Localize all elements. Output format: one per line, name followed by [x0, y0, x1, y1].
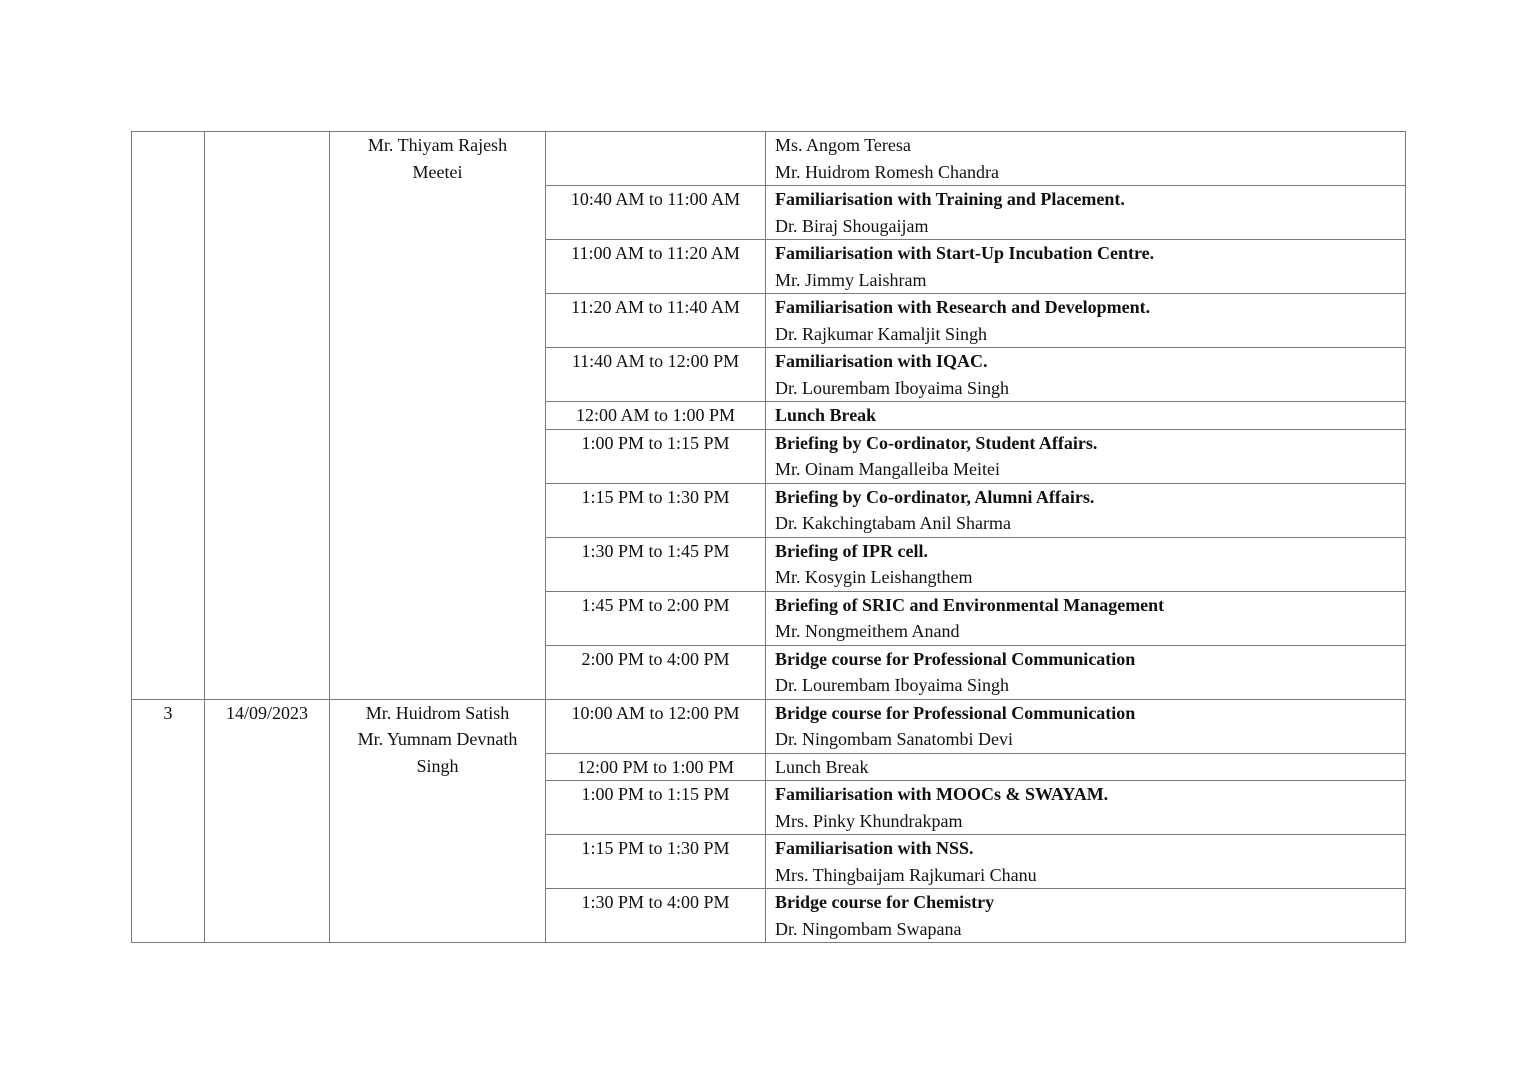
activity-cell [766, 402, 1406, 430]
session-title: Familiarisation with NSS. [775, 838, 974, 858]
speaker-name: Mrs. Pinky Khundrakpam [775, 810, 963, 831]
speaker-name: Mrs. Thingbaijam Rajkumari Chanu [775, 864, 1037, 885]
activity-cell [766, 537, 1406, 591]
time-cell: 1:45 PM to 2:00 PM [546, 591, 766, 645]
activity-cell [766, 483, 1406, 537]
activity-cell [766, 429, 1406, 483]
activity-cell [766, 348, 1406, 402]
speaker-name: Dr. Biraj Shougaijam [775, 215, 929, 236]
coordinator-name: Mr. Yumnam Devnath [357, 729, 518, 749]
speaker-name: Mr. Jimmy Laishram [775, 269, 927, 290]
activity-cell [766, 753, 1406, 781]
speaker-name: Mr. Oinam Mangalleiba Meitei [775, 459, 1000, 479]
table-row [132, 132, 1406, 186]
speaker-name: Mr. Huidrom Romesh Chandra [775, 161, 999, 182]
session-title: Bridge course for Chemistry [775, 892, 995, 912]
session-title: Familiarisation with MOOCs & SWAYAM. [775, 784, 1109, 804]
session-title: Bridge course for Professional Communication [775, 648, 1136, 669]
activity-cell [766, 186, 1406, 240]
session-title: Familiarisation with Start-Up Incubation Centre. [775, 243, 1155, 263]
time-cell: 1:00 PM to 1:15 PM [546, 781, 766, 835]
speaker-name: Mr. Kosygin Leishangthem [775, 567, 973, 587]
time-cell: 12:00 PM to 1:00 PM [546, 753, 766, 781]
coordinator-cell [330, 132, 546, 700]
activity-cell [766, 240, 1406, 294]
date-cell: 14/09/2023 [205, 699, 330, 943]
coordinator-name: Singh [416, 755, 459, 776]
time-cell: 10:00 AM to 12:00 PM [546, 699, 766, 753]
speaker-name: Dr. Ningombam Swapana [775, 918, 962, 939]
time-cell: 10:40 AM to 11:00 AM [546, 186, 766, 240]
activity-cell [766, 835, 1406, 889]
time-cell: 1:30 PM to 1:45 PM [546, 537, 766, 591]
time-cell: 1:00 PM to 1:15 PM [546, 429, 766, 483]
coordinator-name: Mr. Huidrom Satish [365, 702, 510, 723]
time-cell: 11:20 AM to 11:40 AM [546, 294, 766, 348]
activity-cell [766, 132, 1406, 186]
schedule-table [131, 131, 1406, 943]
sl-no-cell: 3 [132, 699, 205, 943]
time-cell: 1:15 PM to 1:30 PM [546, 483, 766, 537]
sl-no-cell [132, 132, 205, 700]
speaker-name: Dr. Ningombam Sanatombi Devi [775, 729, 1013, 749]
time-cell: 11:40 AM to 12:00 PM [546, 348, 766, 402]
activity-cell [766, 591, 1406, 645]
speaker-name: Dr. Kakchingtabam Anil Sharma [775, 513, 1011, 533]
activity-cell [766, 781, 1406, 835]
session-title: Familiarisation with Training and Placement. [775, 189, 1125, 209]
session-title: Briefing by Co-ordinator, Alumni Affairs. [775, 486, 1095, 507]
activity-cell [766, 294, 1406, 348]
table-row [132, 699, 1406, 753]
time-cell: 1:15 PM to 1:30 PM [546, 835, 766, 889]
session-title: Briefing of IPR cell. [775, 540, 928, 561]
session-title: Lunch Break [775, 756, 869, 777]
session-title: Familiarisation with IQAC. [775, 351, 988, 371]
activity-cell [766, 889, 1406, 943]
time-cell: 12:00 AM to 1:00 PM [546, 402, 766, 430]
speaker-name: Dr. Rajkumar Kamaljit Singh [775, 323, 987, 344]
activity-cell [766, 699, 1406, 753]
coordinator-cell [330, 699, 546, 943]
time-cell: 11:00 AM to 11:20 AM [546, 240, 766, 294]
session-title: Lunch Break [775, 405, 877, 425]
session-title: Briefing of SRIC and Environmental Management [775, 594, 1165, 615]
activity-cell [766, 645, 1406, 699]
session-title: Bridge course for Professional Communication [775, 702, 1136, 723]
speaker-name: Dr. Lourembam Iboyaima Singh [775, 377, 1009, 398]
session-title: Familiarisation with Research and Development. [775, 297, 1151, 317]
time-cell: 2:00 PM to 4:00 PM [546, 645, 766, 699]
time-cell [546, 132, 766, 186]
coordinator-name: Meetei [412, 161, 463, 182]
time-cell: 1:30 PM to 4:00 PM [546, 889, 766, 943]
speaker-name: Dr. Lourembam Iboyaima Singh [775, 675, 1009, 695]
date-cell [205, 132, 330, 700]
speaker-name: Mr. Nongmeithem Anand [775, 621, 960, 641]
speaker-name: Ms. Angom Teresa [775, 135, 911, 155]
session-title: Briefing by Co-ordinator, Student Affairs. [775, 432, 1098, 453]
coordinator-name: Mr. Thiyam Rajesh [367, 135, 508, 155]
